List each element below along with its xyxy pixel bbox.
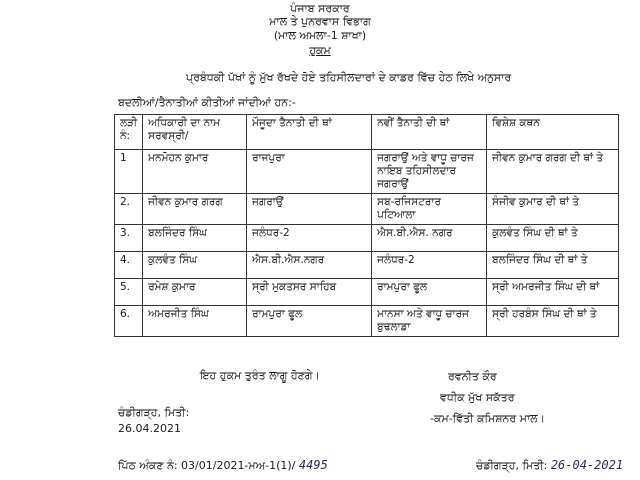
table-row bbox=[115, 279, 619, 306]
cell-officer-name: ਅਮਰਜੀਤ ਸਿੰਘ bbox=[143, 306, 247, 337]
signatory-designation: ਵਧੀਕ ਮੁੱਖ ਸਕੱਤਰ bbox=[440, 391, 515, 404]
cell-serial: 6. bbox=[115, 306, 143, 337]
order-title: ਹੁਕਮ bbox=[309, 44, 331, 57]
cell-officer-name: ਕੁਲਵੰਤ ਸਿੰਘ bbox=[143, 252, 247, 279]
cell-current-posting: ਰਾਜਪੁਰਾ bbox=[247, 150, 372, 194]
cell-officer-name: ਬਲਜਿੰਦਰ ਸਿੰਘ bbox=[143, 225, 247, 252]
cell-new-posting: ਰਾਮਪੁਰਾ ਫੂਲ bbox=[372, 279, 487, 306]
header-serial: ਲੜੀ ਨੰ: bbox=[115, 115, 143, 150]
cell-serial: 1 bbox=[115, 150, 143, 194]
table-header-row bbox=[115, 115, 619, 150]
issue-place: ਚੰਡੀਗੜ੍ਹ, ਮਿਤੀ: bbox=[118, 406, 190, 419]
header-new-posting: ਨਵੀਂ ਤੈਨਾਤੀ ਦੀ ਥਾਂ bbox=[372, 115, 487, 150]
issue-date: 26.04.2021 bbox=[118, 422, 181, 435]
endorsement-prefix: ਪਿੱਠ ਅੰਕਣ ਨੰ: 03/01/2021-ਮਅ-1(1)/ bbox=[118, 459, 296, 472]
cell-current-posting: ਸ੍ਰੀ ਮੁਕਤਸਰ ਸਾਹਿਬ bbox=[247, 279, 372, 306]
transfer-table bbox=[114, 114, 619, 337]
endorsement-number bbox=[118, 458, 328, 473]
cell-officer-name: ਰਮੇਸ਼ ਕੁਮਾਰ bbox=[143, 279, 247, 306]
cell-current-posting: ਐਸ.ਬੀ.ਐਸ.ਨਗਰ bbox=[247, 252, 372, 279]
endorsement-handwritten-date: 26-04-2021 bbox=[550, 458, 624, 472]
cell-serial: 4. bbox=[115, 252, 143, 279]
cell-officer-name: ਜੀਵਨ ਕੁਮਾਰ ਗਰਗ bbox=[143, 194, 247, 225]
cell-current-posting: ਜਲੰਧਰ-2 bbox=[247, 225, 372, 252]
cell-new-posting: ਐਸ.ਬੀ.ਐਸ. ਨਗਰ bbox=[372, 225, 487, 252]
table-row bbox=[115, 150, 619, 194]
cell-new-posting: ਸਬ-ਰਜਿਸਟਰਾਰ ਪਟਿਆਲਾ bbox=[372, 194, 487, 225]
government-name: ਪੰਜਾਬ ਸਰਕਾਰ bbox=[290, 2, 350, 15]
cell-serial: 5. bbox=[115, 279, 143, 306]
cell-remarks: ਬਲਜਿੰਦਰ ਸਿੰਘ ਦੀ ਥਾਂ ਤੇ bbox=[487, 252, 619, 279]
cell-remarks: ਸ੍ਰੀ ਅਮਰਜੀਤ ਸਿੰਘ ਦੀ ਥਾਂ bbox=[487, 279, 619, 306]
intro-line-2: ਬਦਲੀਆਂ/ਤੈਨਾਤੀਆਂ ਕੀਤੀਆਂ ਜਾਂਦੀਆਂ ਹਨ:- bbox=[118, 96, 296, 109]
endorsement-place: ਚੰਡੀਗੜ੍ਹ, ਮਿਤੀ: bbox=[476, 459, 548, 472]
cell-remarks: ਸ੍ਰੀ ਹਰਬੰਸ ਸਿੰਘ ਦੀ ਥਾਂ ਤੇ bbox=[487, 306, 619, 337]
table-row bbox=[115, 225, 619, 252]
endorsement-handwritten-number: 4495 bbox=[298, 458, 328, 472]
branch-name: (ਮਾਲ ਅਮਲਾ-1 ਸ਼ਾਖਾ) bbox=[273, 29, 367, 42]
cell-serial: 2. bbox=[115, 194, 143, 225]
header-officer-name: ਅਧਿਕਾਰੀ ਦਾ ਨਾਮ ਸਰਵਸ੍ਰੀ/ bbox=[143, 115, 247, 150]
signatory-name: ਰਵਨੀਤ ਕੌਰ bbox=[448, 370, 497, 383]
cell-remarks: ਕੁਲਵੰਤ ਸਿੰਘ ਦੀ ਥਾਂ ਤੇ bbox=[487, 225, 619, 252]
signatory-additional-designation: -ਕਮ-ਵਿੱਤੀ ਕਮਿਸ਼ਨਰ ਮਾਲ। bbox=[430, 412, 545, 425]
cell-current-posting: ਜਗਰਾਉਂ bbox=[247, 194, 372, 225]
table-row bbox=[115, 306, 619, 337]
cell-current-posting: ਰਾਮਪੁਰਾ ਫੂਲ bbox=[247, 306, 372, 337]
header-current-posting: ਮੌਜੂਦਾ ਤੈਨਾਤੀ ਦੀ ਥਾਂ bbox=[247, 115, 372, 150]
cell-new-posting: ਜਲੰਧਰ-2 bbox=[372, 252, 487, 279]
table-row bbox=[115, 194, 619, 225]
intro-line-1: ਪ੍ਰਬੰਧਕੀ ਪੱਖਾਂ ਨੂੰ ਮੁੱਖ ਰੱਖਦੇ ਹੋਏ ਤਹਿਸੀਲਦਾਰਾਂ ਦੇ ਕਾਡਰ ਵਿੱਚ ਹੇਠ ਲਿਖੇ ਅਨੁਸਾਰ bbox=[186, 71, 512, 84]
header-remarks: ਵਿਸ਼ੇਸ਼ ਕਥਨ bbox=[487, 115, 619, 150]
cell-new-posting: ਮਾਨਸਾ ਅਤੇ ਵਾਧੂ ਚਾਰਜ ਬੁਢਲਾਡਾ bbox=[372, 306, 487, 337]
department-name: ਮਾਲ ਤੇ ਪੁਨਰਵਾਸ ਵਿਭਾਗ bbox=[269, 15, 371, 28]
order-effect-statement: ਇਹ ਹੁਕਮ ਤੁਰੰਤ ਲਾਗੂ ਹੋਣਗੇ। bbox=[200, 369, 320, 382]
table-row bbox=[115, 252, 619, 279]
cell-officer-name: ਮਨਮੋਹਨ ਕੁਮਾਰ bbox=[143, 150, 247, 194]
endorsement-place-date bbox=[476, 458, 623, 473]
cell-new-posting: ਜਗਰਾਉਂ ਅਤੇ ਵਾਧੂ ਚਾਰਜ ਨਾਇਬ ਤਹਿਸੀਲਦਾਰ ਜਗਰਾਉਂ bbox=[372, 150, 487, 194]
cell-serial: 3. bbox=[115, 225, 143, 252]
cell-remarks: ਸੰਜੀਵ ਕੁਮਾਰ ਦੀ ਥਾਂ ਤੇ bbox=[487, 194, 619, 225]
cell-remarks: ਜੀਵਨ ਕੁਮਾਰ ਗਰਗ ਦੀ ਥਾਂ ਤੇ bbox=[487, 150, 619, 194]
